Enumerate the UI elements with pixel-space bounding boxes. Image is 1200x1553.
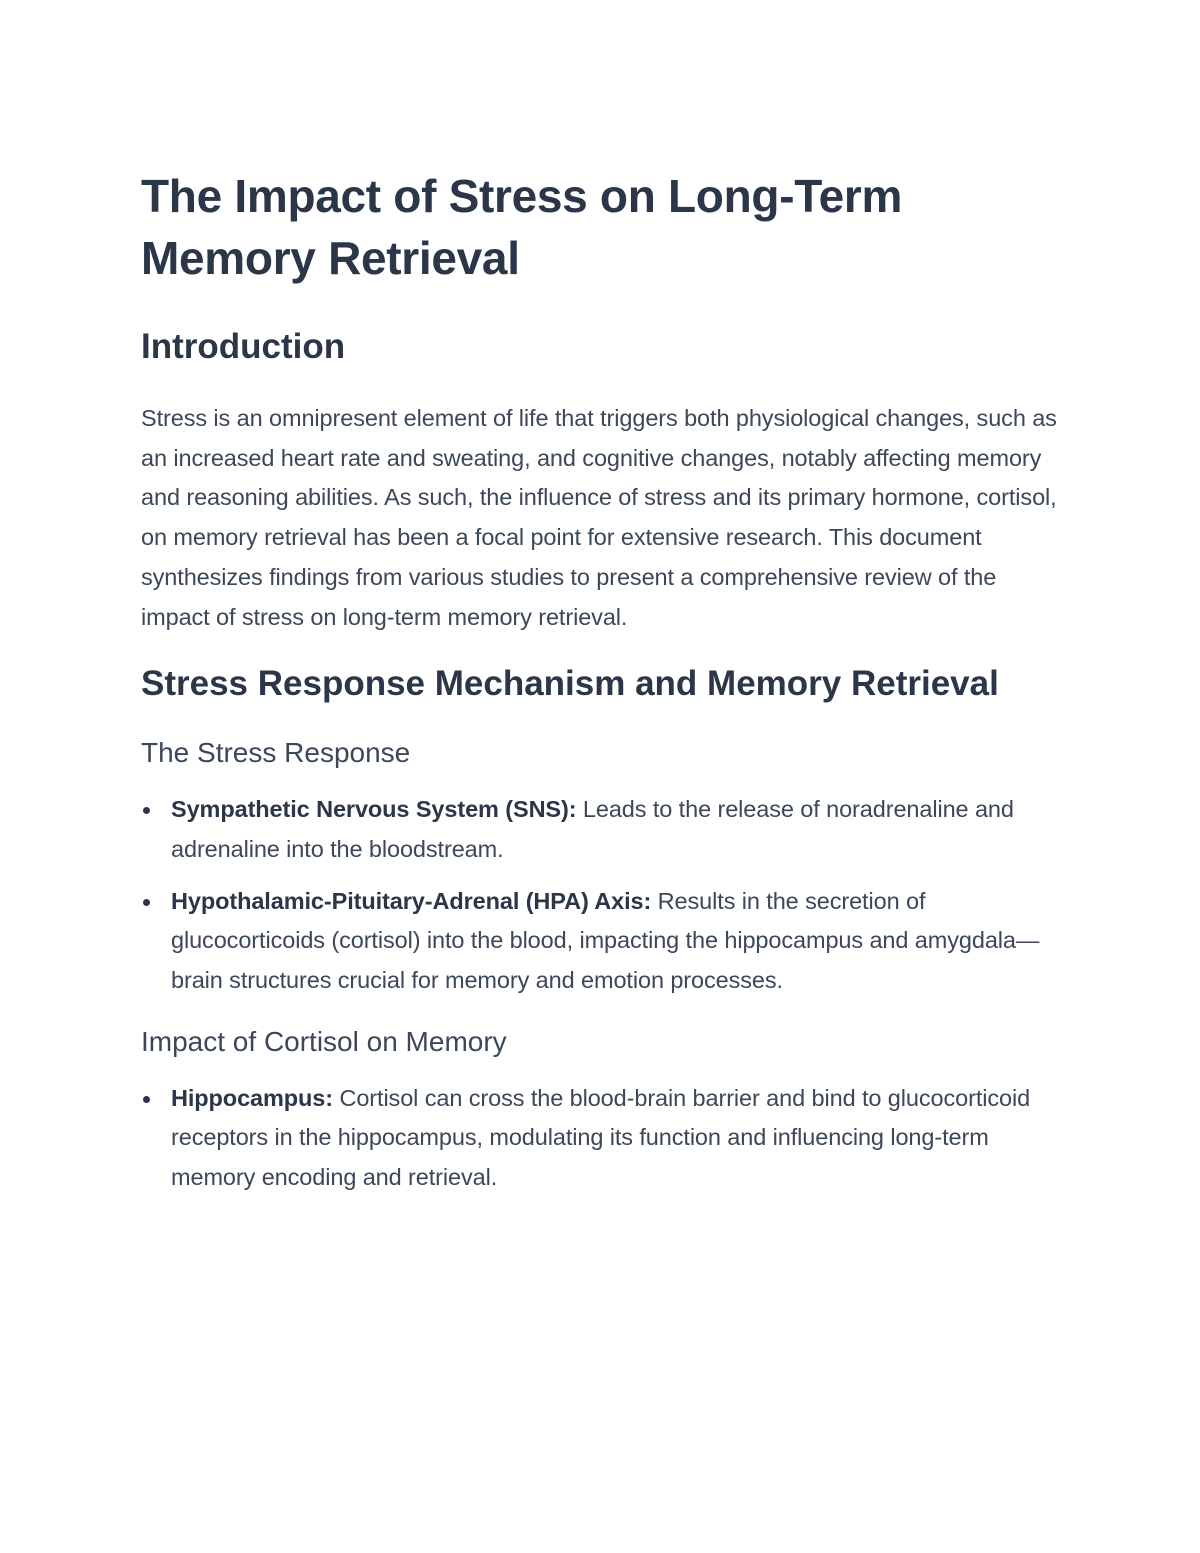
list-item-term: Sympathetic Nervous System (SNS):: [171, 796, 577, 823]
cortisol-impact-list: [141, 1079, 1061, 1198]
list-item: [141, 882, 1061, 1001]
bullet-icon: [143, 899, 150, 906]
stress-response-heading: The Stress Response: [141, 737, 411, 769]
list-item-term: Hippocampus:: [171, 1084, 334, 1111]
document-title: The Impact of Stress on Long-Term Memory Retrieval: [141, 170, 903, 284]
list-item-text: Cortisol can cross the blood-brain barrier and bind to glucocorticoid receptors in the hippocampus, modulating its function and influencing long-term memory encoding and retrieval.: [171, 1084, 1031, 1191]
list-item: [141, 790, 1061, 869]
cortisol-impact-heading: Impact of Cortisol on Memory: [141, 1025, 507, 1057]
bullet-icon: [143, 1096, 150, 1103]
section-heading: Stress Response Mechanism and Memory Retrieval: [141, 664, 999, 704]
list-item-text: Results in the secretion of glucocorticoids (cortisol) into the blood, impacting the hippocampus and amygdala—brain structures crucial for memory and emotion processes.: [171, 887, 1040, 994]
stress-response-list: [141, 790, 1061, 1001]
introduction-heading: Introduction: [141, 327, 346, 366]
list-item-text: Leads to the release of noradrenaline and adrenaline into the bloodstream.: [171, 796, 1014, 862]
introduction-paragraph: Stress is an omnipresent element of life that triggers both physiological changes, such as an increased heart rate and sweating, and cognitive changes, notably affecting memory and reasoning abilities. As such, the influence of stress and its primary hormone, cortisol, on memory retrieval has been a focal point for extensive research. This document synthesizes findings from various studies to present a comprehensive review of the impact of stress on long-term memory retrieval.: [141, 405, 1057, 630]
bullet-icon: [143, 807, 150, 814]
list-item-term: Hypothalamic-Pituitary-Adrenal (HPA) Axis:: [171, 887, 652, 914]
list-item: [141, 1079, 1061, 1198]
document-content: [141, 165, 1061, 1210]
